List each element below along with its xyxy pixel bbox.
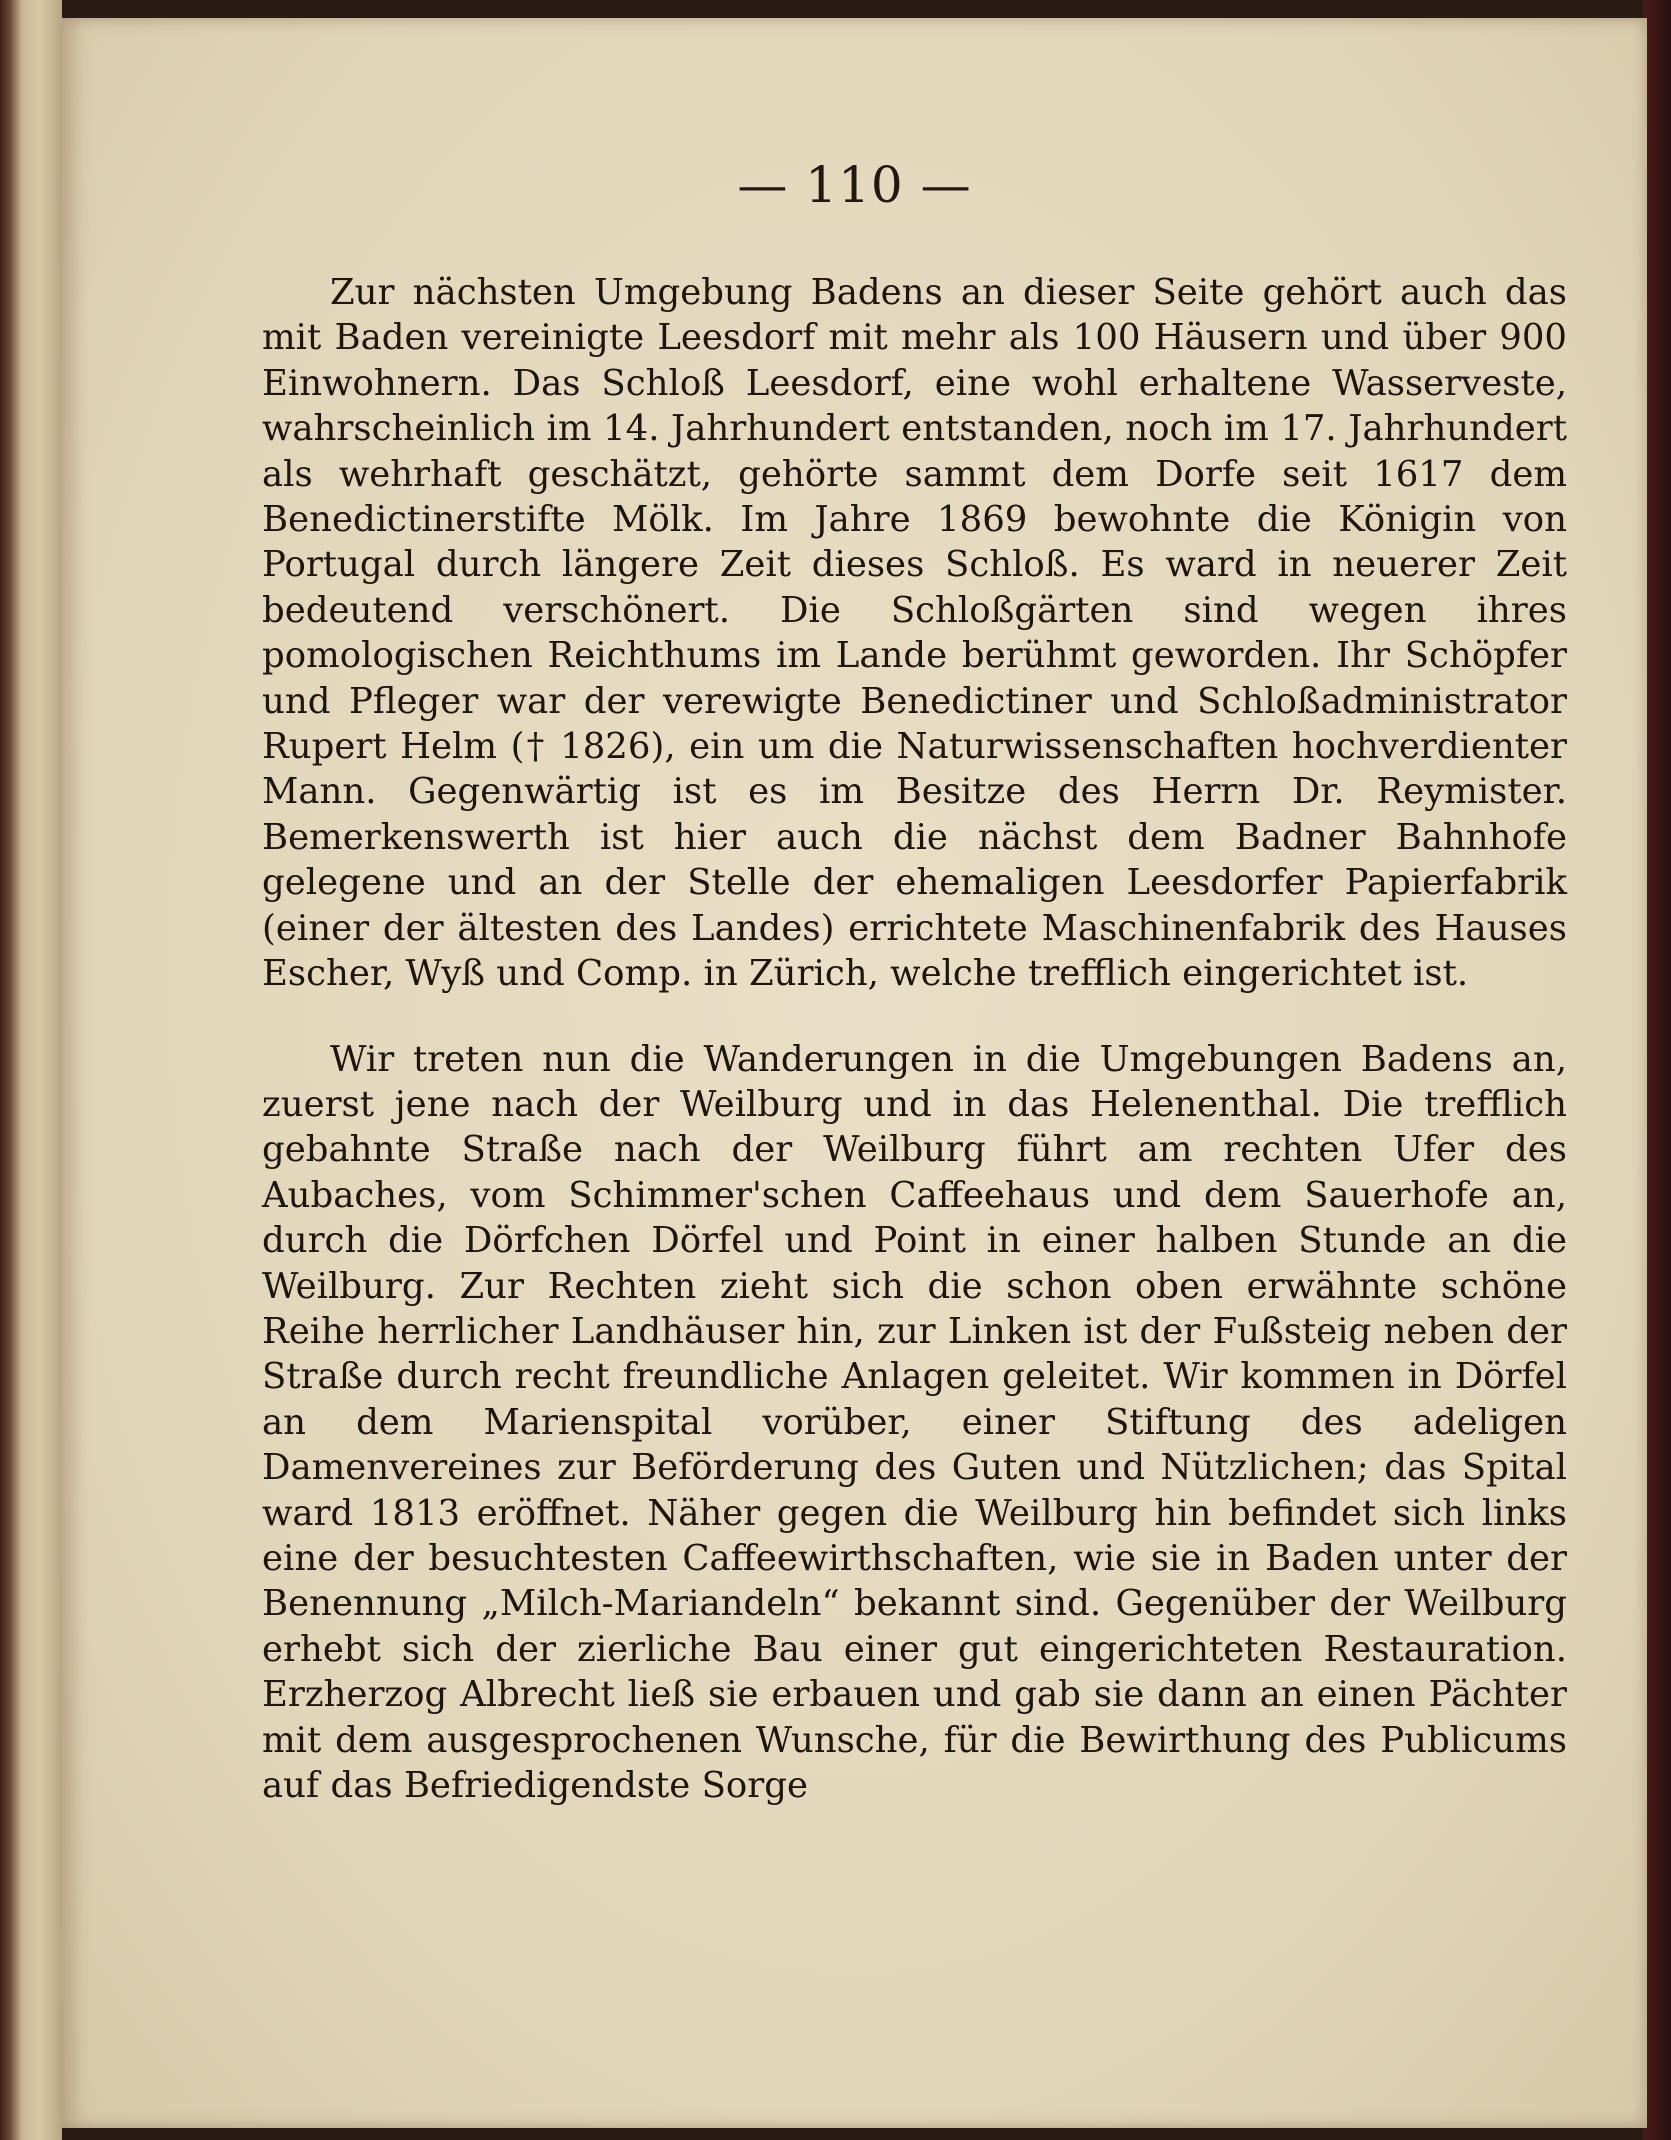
body-text	[262, 270, 1567, 1808]
paragraph-leesdorf: Zur nächsten Umgebung Badens an dieser Seite gehört auch das mit Baden vereinigte Leesdorf mit mehr als 100 Häusern und über 900 Einwohnern. Das Schloß Leesdorf, eine wohl erhaltene Wasserveste, wahrscheinlich im 14. Jahrhundert entstanden, noch im 17. Jahrhundert als wehrhaft geschätzt, gehörte sammt dem Dorfe seit 1617 dem Benedictinerstifte Mölk. Im Jahre 1869 bewohnte die Königin von Portugal durch längere Zeit dieses Schloß. Es ward in neuerer Zeit bedeutend verschönert. Die Schloßgärten sind wegen ihres pomologischen Reichthums im Lande berühmt geworden. Ihr Schöpfer und Pfleger war der verewigte Benedictiner und Schloßadministrator Rupert Helm († 1826), ein um die Naturwissenschaften hochverdienter Mann. Gegenwärtig ist es im Besitze des Herrn Dr. Reymister. Bemerkenswerth ist hier auch die nächst dem Badner Bahnhofe gelegene und an der Stelle der ehemaligen Leesdorfer Papierfabrik (einer der ältesten des Landes) errichtete Maschinenfabrik des Hauses Escher, Wyß und Comp. in Zürich, welche trefflich eingerichtet ist.	[262, 272, 1567, 995]
book-cover-edge	[1643, 0, 1671, 2140]
book-page-edges	[0, 0, 62, 2140]
book-page	[62, 18, 1647, 2128]
paragraph-weilburg: Wir treten nun die Wanderungen in die Umgebungen Badens an, zuerst jene nach der Weilburg und in das Helenenthal. Die trefflich gebahnte Straße nach der Weilburg führt am rechten Ufer des Aubaches, vom Schimmer'schen Caffeehaus und dem Sauerhofe an, durch die Dörfchen Dörfel und Point in einer halben Stunde an die Weilburg. Zur Rechten zieht sich die schon oben erwähnte schöne Reihe herrlicher Landhäuser hin, zur Linken ist der Fußsteig neben der Straße durch recht freundliche Anlagen geleitet. Wir kommen in Dörfel an dem Marienspital vorüber, einer Stiftung des adeligen Damenvereines zur Beförderung des Guten und Nützlichen; das Spital ward 1813 eröffnet. Näher gegen die Weilburg hin befindet sich links eine der besuchtesten Caffeewirthschaften, wie sie in Baden unter der Benennung „Milch-Mariandeln“ bekannt sind. Gegenüber der Weilburg erhebt sich der zierliche Bau einer gut eingerichteten Restauration. Erzherzog Albrecht ließ sie erbauen und gab sie dann an einen Pächter mit dem ausgesprochenen Wunsche, für die Bewirthung des Publicums auf das Befriedigendste Sorge	[262, 1038, 1567, 1806]
page-number: — 110 —	[737, 156, 972, 214]
